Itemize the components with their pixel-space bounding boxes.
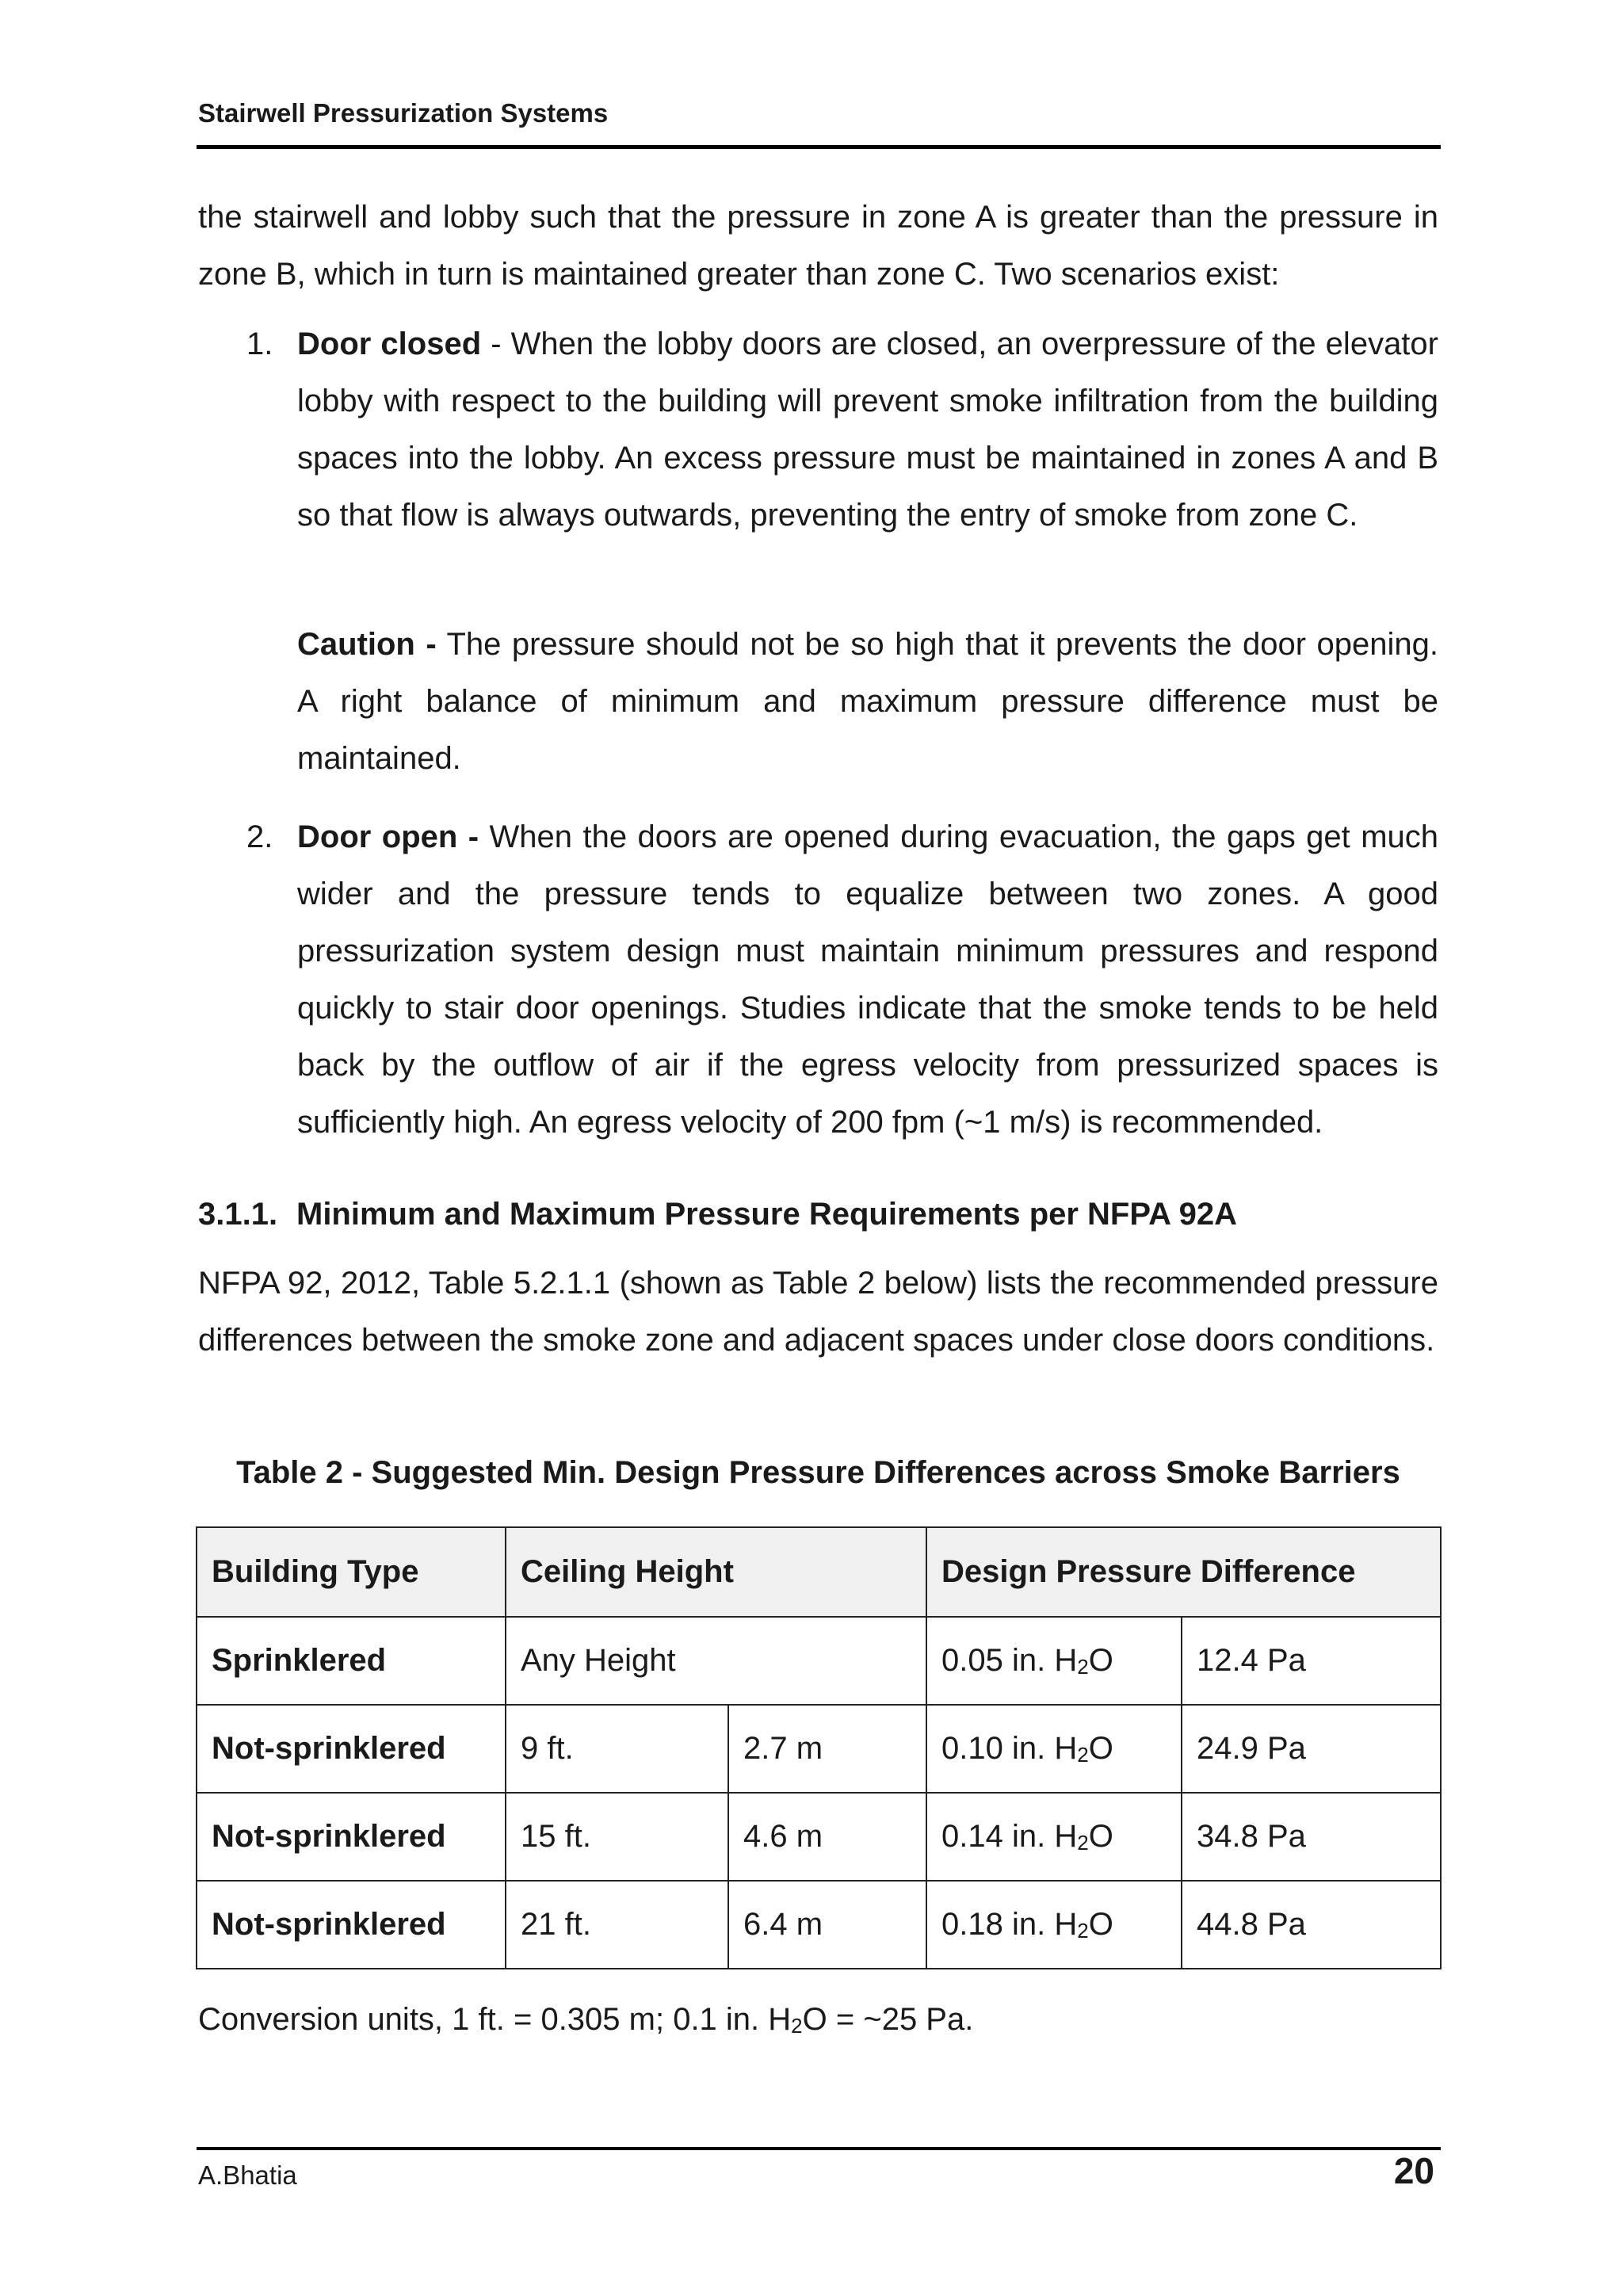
cell-building-type: Sprinklered	[197, 1617, 506, 1705]
header-cell-building-type: Building Type	[197, 1527, 506, 1617]
cell-building-type: Not-sprinklered	[197, 1793, 506, 1881]
cell-building-type: Not-sprinklered	[197, 1705, 506, 1793]
page-number: 20	[1393, 2150, 1434, 2191]
list-item-lead: Door open -	[297, 819, 479, 854]
cell-height-m: 4.6 m	[728, 1793, 926, 1881]
cell-pressure-pa: 24.9 Pa	[1182, 1705, 1441, 1793]
cell-ceiling-height: Any Height	[506, 1617, 926, 1705]
list-number-2: 2.	[246, 819, 273, 854]
list-item-door-open	[297, 808, 1438, 1151]
intro-paragraph: the stairwell and lobby such that the pressure in zone A is greater than the pressure in zone B, which in turn is maintained greater than zone C. Two scenarios exist:	[198, 200, 1438, 292]
header-cell-design-pressure: Design Pressure Difference	[926, 1527, 1441, 1617]
list-item-text: - When the lobby doors are closed, an overpressure of the elevator lobby with respect to the building will prevent smoke infiltration from the building spaces into the lobby. An excess pressure must be maintained in zones A and B so that flow is always outwards, preventing the entry of smoke from zone C.	[297, 327, 1438, 533]
cell-height-m: 6.4 m	[728, 1881, 926, 1969]
section-title: Minimum and Maximum Pressure Requirements per NFPA 92A	[296, 1197, 1237, 1232]
caution-lead: Caution -	[297, 627, 437, 662]
section-heading	[198, 1186, 1237, 1243]
caution-paragraph	[297, 616, 1438, 787]
list-item-lead: Door closed	[297, 327, 482, 361]
cell-height-ft: 21 ft.	[506, 1881, 728, 1969]
pressure-table	[196, 1526, 1442, 1969]
table-row	[197, 1793, 1441, 1881]
cell-pressure-in: 0.18 in. $H_2O$	[926, 1881, 1182, 1969]
footer-rule	[197, 2147, 1441, 2150]
cell-height-ft: 15 ft.	[506, 1793, 728, 1881]
list-item-door-closed	[297, 315, 1438, 544]
section-number: 3.1.1.	[198, 1197, 278, 1232]
table-row	[197, 1881, 1441, 1969]
pressure-value: 0.18	[941, 1906, 1003, 1942]
cell-building-type: Not-sprinklered	[197, 1881, 506, 1969]
pressure-value: 0.05	[941, 1642, 1003, 1678]
conversion-note: Conversion units, 1 ft. = 0.305 m; 0.1 in. $H_2O$ = ~25 Pa.	[198, 2002, 974, 2038]
caution-text: The pressure should not be so high that it prevents the door opening. A right balance of minimum and maximum pressure difference must be maintained.	[297, 627, 1438, 776]
cell-pressure-in: 0.10 in. $H_2O$	[926, 1705, 1182, 1793]
conversion-text-end: O = ~25 Pa.	[802, 2002, 974, 2037]
conversion-text: Conversion units, 1 ft. = 0.305 m; 0.1 in. H	[198, 2002, 792, 2037]
pressure-value: 0.10	[941, 1730, 1003, 1766]
section-paragraph: NFPA 92, 2012, Table 5.2.1.1 (shown as Table 2 below) lists the recommended pressure differences between the smoke zone and adjacent spaces under close doors conditions.	[198, 1266, 1438, 1358]
header-cell-ceiling-height: Ceiling Height	[506, 1527, 926, 1617]
cell-pressure-pa: 44.8 Pa	[1182, 1881, 1441, 1969]
table-row	[197, 1705, 1441, 1793]
cell-pressure-pa: 34.8 Pa	[1182, 1793, 1441, 1881]
pressure-value: 0.14	[941, 1818, 1003, 1854]
cell-height-ft: 9 ft.	[506, 1705, 728, 1793]
table-row	[197, 1617, 1441, 1705]
cell-pressure-pa: 12.4 Pa	[1182, 1617, 1441, 1705]
footer-author: A.Bhatia	[198, 2160, 297, 2190]
list-number-1: 1.	[246, 327, 273, 361]
cell-pressure-in: 0.14 in. $H_2O$	[926, 1793, 1182, 1881]
cell-height-m: 2.7 m	[728, 1705, 926, 1793]
table-header-row	[197, 1527, 1441, 1617]
running-header: Stairwell Pressurization Systems	[198, 98, 609, 128]
cell-pressure-in: 0.05 in. $H_2O$	[926, 1617, 1182, 1705]
table-caption: Table 2 - Suggested Min. Design Pressure Differences across Smoke Barriers	[236, 1455, 1400, 1490]
list-item-text: When the doors are opened during evacuation, the gaps get much wider and the pressure tends to equalize between two zones. A good pressurization system design must maintain minimum pressures and respond quickly to stair door openings. Studies indicate that the smoke tends to be held back by the outflow of air if the egress velocity from pressurized spaces is sufficiently high. An egress velocity of 200 fpm (~1 m/s) is recommended.	[297, 819, 1439, 1140]
header-rule	[197, 145, 1441, 149]
